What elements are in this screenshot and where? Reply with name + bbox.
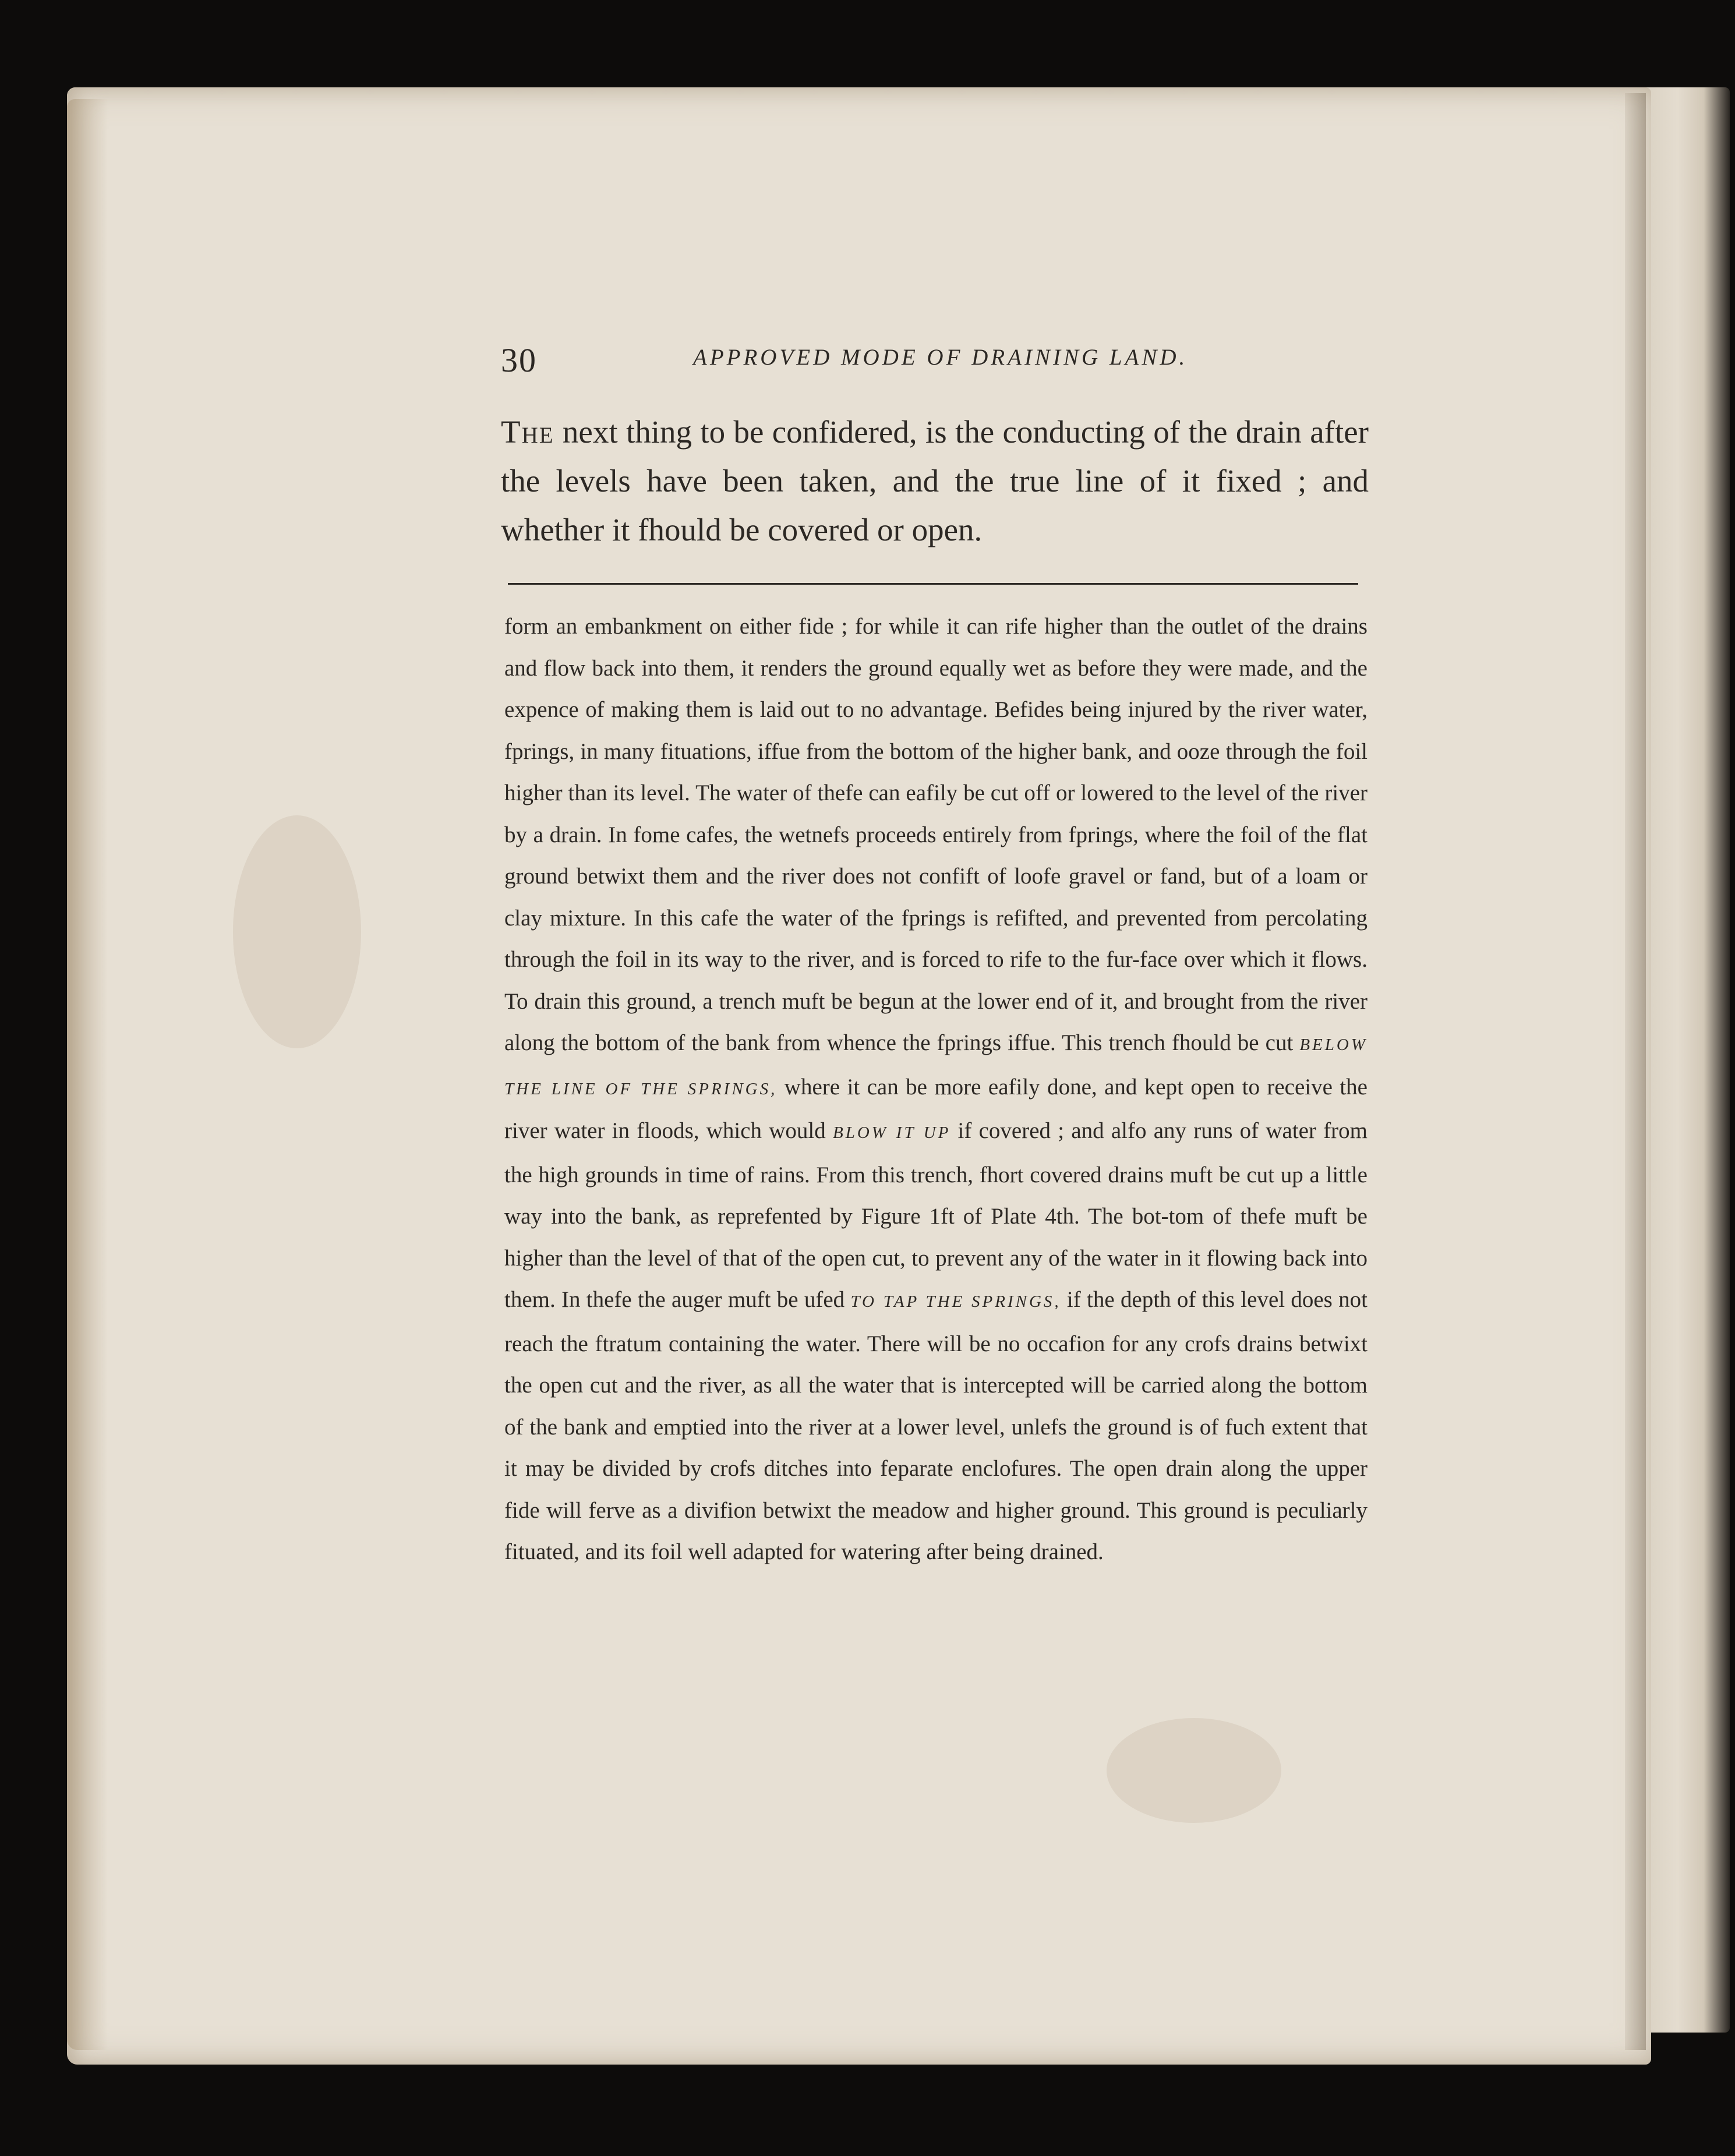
paper-stain xyxy=(1107,1718,1281,1823)
lead-text: next thing to be confidered, is the conducting of the drain after the levels have been taken, and the true line of it fixed ; and whether it fhould be covered or open. xyxy=(501,414,1369,547)
running-title: APPROVED MODE OF DRAINING LAND. xyxy=(693,345,1188,370)
lead-paragraph xyxy=(501,408,1369,554)
running-head xyxy=(501,341,1258,381)
body-text-run: where it can be more eafily done, and kept open to receive the river water in floods, which would xyxy=(504,1074,1367,1143)
section-rule xyxy=(508,583,1358,585)
emphasis-blow-it-up: BLOW IT UP xyxy=(833,1123,951,1142)
next-page-edge xyxy=(1642,87,1730,2033)
emphasis-below-line-of-springs: BELOW THE LINE OF THE SPRINGS, xyxy=(504,1035,1367,1098)
spine-shadow xyxy=(1625,93,1646,2050)
emphasis-tap-the-springs: TO TAP THE SPRINGS, xyxy=(850,1292,1061,1311)
body-text-run: form an embankment on either fide ; for while it can rife higher than the outlet of the drains and flow back into them, it renders the ground equally wet as before they were made, and the expence of making them is laid out to no advantage. Befides being injured by the river water, fprings, in many fituations, iffue from the bottom of the higher bank, and ooze through the foil higher than its level. The water of thefe can eafily be cut off or lowered to the level of the river by a drain. In fome cafes, the wetnefs proceeds entirely from fprings, where the foil of the flat ground betwixt them and the river does not confift of loofe gravel or fand, but of a loam or clay mixture. In this cafe the water of the fprings is refifted, and prevented from percolating through the foil in its way to the river, and is forced to rife to the fur-face over which it flows. To drain this ground, a trench muft be begun at the lower end of it, and brought from the river along the bottom of the bank from whence the fprings iffue. This trench fhould be cut xyxy=(504,614,1367,1055)
body-paragraph xyxy=(504,606,1367,1573)
lead-first-word: The xyxy=(501,414,554,450)
body-text-run: if covered ; and alfo any runs of water from the high grounds in time of rains. From this trench, fhort covered drains muft be cut up a little way into the bank, as reprefented by Figure 1ft of Plate 4th. The bot-tom of thefe muft be higher than the level of that of the open cut, to prevent any of the water in it flowing back into them. In thefe the auger muft be ufed xyxy=(504,1118,1368,1312)
body-text xyxy=(504,606,1367,1573)
body-text-run: if the depth of this level does not reach the ftratum containing the water. There will be no occafion for any crofs drains betwixt the open cut and the river, as all the water that is intercepted will be carried along the bottom of the bank and emptied into the river at a lower level, unlefs the ground is of fuch extent that it may be divided by crofs ditches into feparate enclofures. The open drain along the upper fide will ferve as a divifion betwixt the meadow and higher ground. This ground is peculiarly fituated, and its foil well adapted for watering after being drained. xyxy=(504,1287,1367,1564)
page-left-edge-shading xyxy=(67,99,108,2050)
paper-stain xyxy=(233,815,361,1048)
page-number: 30 xyxy=(501,341,537,379)
